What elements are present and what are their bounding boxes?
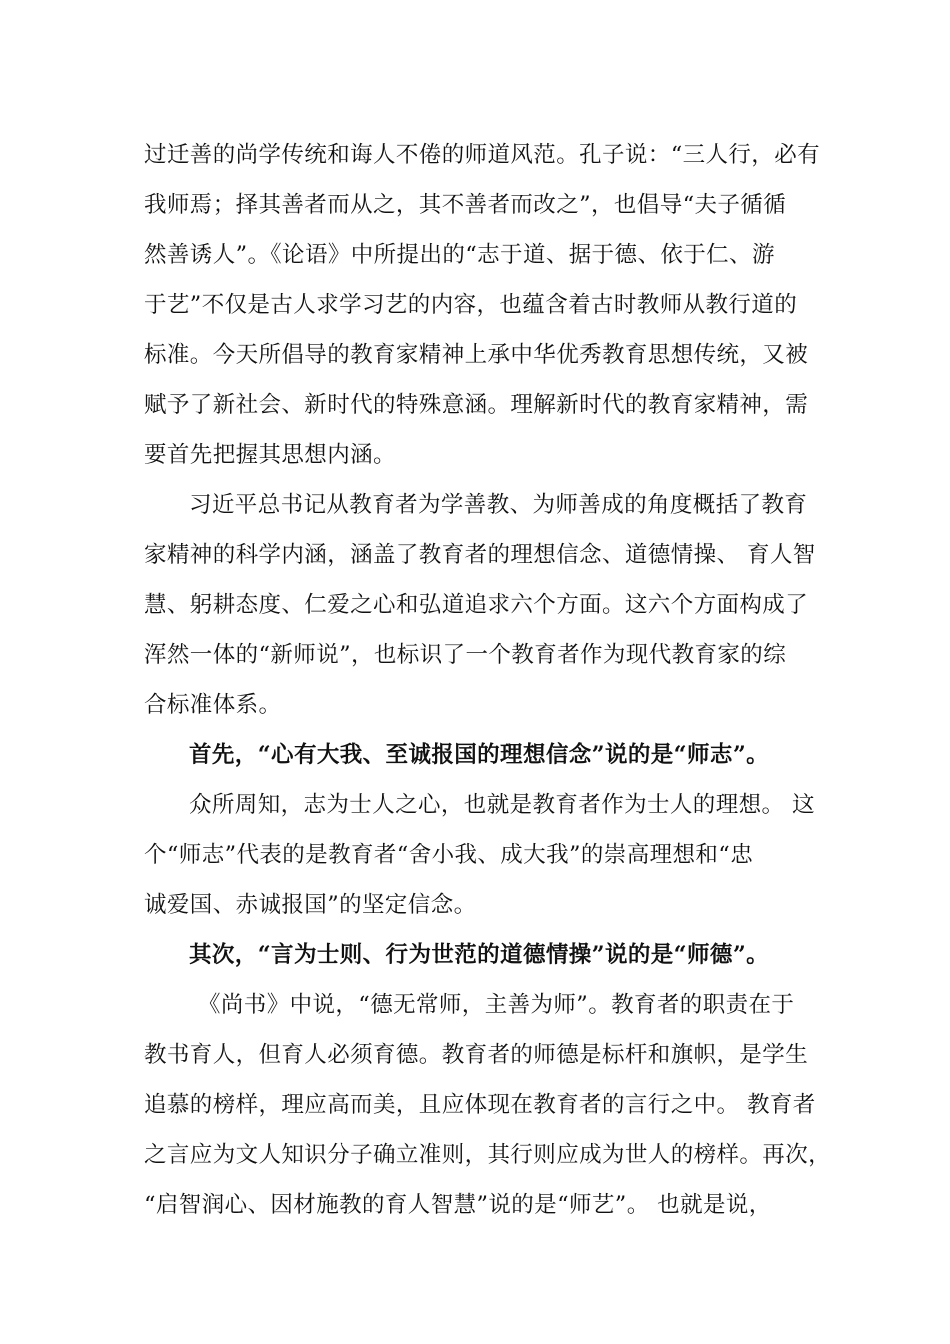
text-line: 我师焉；择其善者而从之，其不善者而改之”，也倡导“夫子循循	[144, 192, 787, 218]
text-line: 之言应为文人知识分子确立准则，其行则应成为世人的榜样。再次，	[144, 1142, 832, 1168]
text-line: “启智润心、因材施教的育人智慧”说的是“师艺”。 也就是说，	[144, 1192, 772, 1218]
text-line: 众所周知，志为士人之心，也就是教育者作为士人的理想。 这	[189, 792, 815, 818]
body-text	[144, 130, 832, 1230]
text-line: 要首先把握其思想内涵。	[144, 442, 396, 468]
text-line: 家精神的科学内涵，涵盖了教育者的理想信念、道德情操、 育人智	[144, 542, 816, 568]
text-line: 《尚书》中说，“德无常师，主善为师”。教育者的职责在于	[198, 992, 795, 1018]
text-line: 赋予了新社会、新时代的特殊意涵。理解新时代的教育家精神，需	[144, 392, 809, 418]
text-line: 慧、躬耕态度、仁爱之心和弘道追求六个方面。这六个方面构成了	[144, 592, 809, 618]
text-line: 个“师志”代表的是教育者“舍小我、成大我”的崇高理想和“忠	[144, 842, 754, 868]
section-heading-line: 首先，“心有大我、至诚报国的理想信念”说的是“师志”。	[189, 742, 770, 768]
text-line: 诚爱国、赤诚报国”的坚定信念。	[144, 892, 477, 918]
text-line: 过迁善的尚学传统和诲人不倦的师道风范。孔子说：“三人行，必有	[144, 142, 821, 168]
text-line: 教书育人，但育人必须育德。教育者的师德是标杆和旗帜，是学生	[144, 1042, 809, 1068]
text-line: 习近平总书记从教育者为学善教、为师善成的角度概括了教育	[189, 492, 808, 518]
text-line: 追慕的榜样，理应高而美，且应体现在教育者的言行之中。 教育者	[144, 1092, 816, 1118]
text-line: 标准。今天所倡导的教育家精神上承中华优秀教育思想传统，又被	[144, 342, 809, 368]
text-line: 于艺”不仅是古人求学习艺的内容，也蕴含着古时教师从教行道的	[144, 292, 798, 318]
text-line: 合标准体系。	[144, 692, 282, 718]
text-line: 浑然一体的“新师说”，也标识了一个教育者作为现代教育家的综	[144, 642, 787, 668]
text-line: 然善诱人”。《论语》中所提出的“志于道、据于德、依于仁、游	[144, 242, 775, 268]
section-heading-line: 其次，“言为士则、行为世范的道德情操”说的是“师德”。	[189, 942, 770, 968]
